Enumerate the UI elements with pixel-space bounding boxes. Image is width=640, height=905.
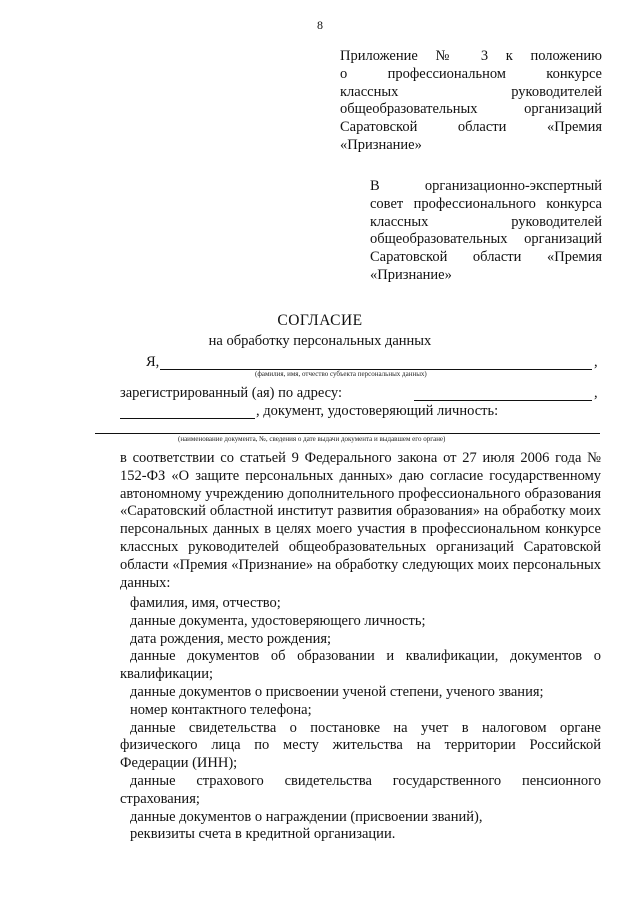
document-title: СОГЛАСИЕ (277, 312, 363, 329)
appendix-line: классных руководителей (340, 83, 602, 100)
page-number: 8 (317, 18, 323, 32)
appendix-line: «Признание» (340, 136, 422, 153)
appendix-line: Приложение № 3 к положению (340, 48, 602, 64)
list-item: данные документа, удостоверяющего личность; (130, 612, 426, 629)
list-item: данные документов об образовании и квалификации, документов о квалификации; (120, 648, 601, 683)
document-label: , документ, удостоверяющий личность: (256, 403, 499, 419)
list-item: данные свидетельства о постановке на учет в налоговом органе физического лица по месту жительства на территории Российской Федерации (ИНН); (120, 719, 601, 772)
identity-document-caption: (наименование документа, №, сведения о дате выдачи документа и выдавшем его органе) (178, 435, 446, 443)
addressee-line: В организационно-экспертный (370, 178, 602, 194)
addressee-line: совет профессионального конкурса (370, 195, 602, 212)
full-name-caption: (фамилия, имя, отчество субъекта персональных данных) (255, 370, 427, 378)
list-item: дата рождения, место рождения; (130, 630, 332, 647)
list-item: реквизиты счета в кредитной организации. (130, 826, 396, 843)
addressee-line: «Признание» (370, 266, 452, 283)
addressee-line: классных руководителей (370, 213, 602, 230)
list-item: данные документов о присвоении ученой степени, ученого звания; (130, 683, 544, 700)
identity-document-field[interactable] (95, 433, 600, 434)
addressee-line: Саратовской области «Премия (370, 249, 602, 266)
list-item: фамилия, имя, отчество; (130, 595, 281, 611)
i-label: Я, (146, 354, 160, 370)
address-field[interactable] (414, 400, 592, 401)
comma: , (594, 354, 598, 370)
appendix-line: общеобразовательных организаций (340, 101, 602, 118)
appendix-line: Саратовской области «Премия (340, 119, 602, 136)
addressee-block (370, 178, 602, 285)
list-item: данные документов о награждении (присвоении званий), (130, 808, 483, 825)
registered-label: зарегистрированный (ая) по адресу: (120, 385, 342, 401)
list-item: номер контактного телефона; (130, 701, 312, 718)
addressee-line: общеобразовательных организаций (370, 231, 602, 248)
list-item: данные страхового свидетельства государственного пенсионного страхования; (120, 772, 601, 807)
address-field-continued[interactable] (120, 418, 255, 419)
consent-body-paragraph: в соответствии со статьей 9 Федерального закона от 27 июля 2006 года № 152-ФЗ «О защите персональных данных» даю согласие государственному автономному учреждению дополнительного профессионального образования «Саратовский областной институт развития образования» на обработку моих персональных данных в целях моего участия в профессиональном конкурсе классных руководителей общеобразовательных организаций Саратовской области «Премия «Признание» на обработку следующих моих персональных данных: (120, 450, 601, 591)
personal-data-list (120, 595, 601, 844)
comma: , (594, 385, 598, 401)
appendix-line: о профессиональном конкурсе (340, 65, 602, 82)
document-subtitle: на обработку персональных данных (208, 333, 432, 349)
appendix-header (340, 48, 602, 155)
